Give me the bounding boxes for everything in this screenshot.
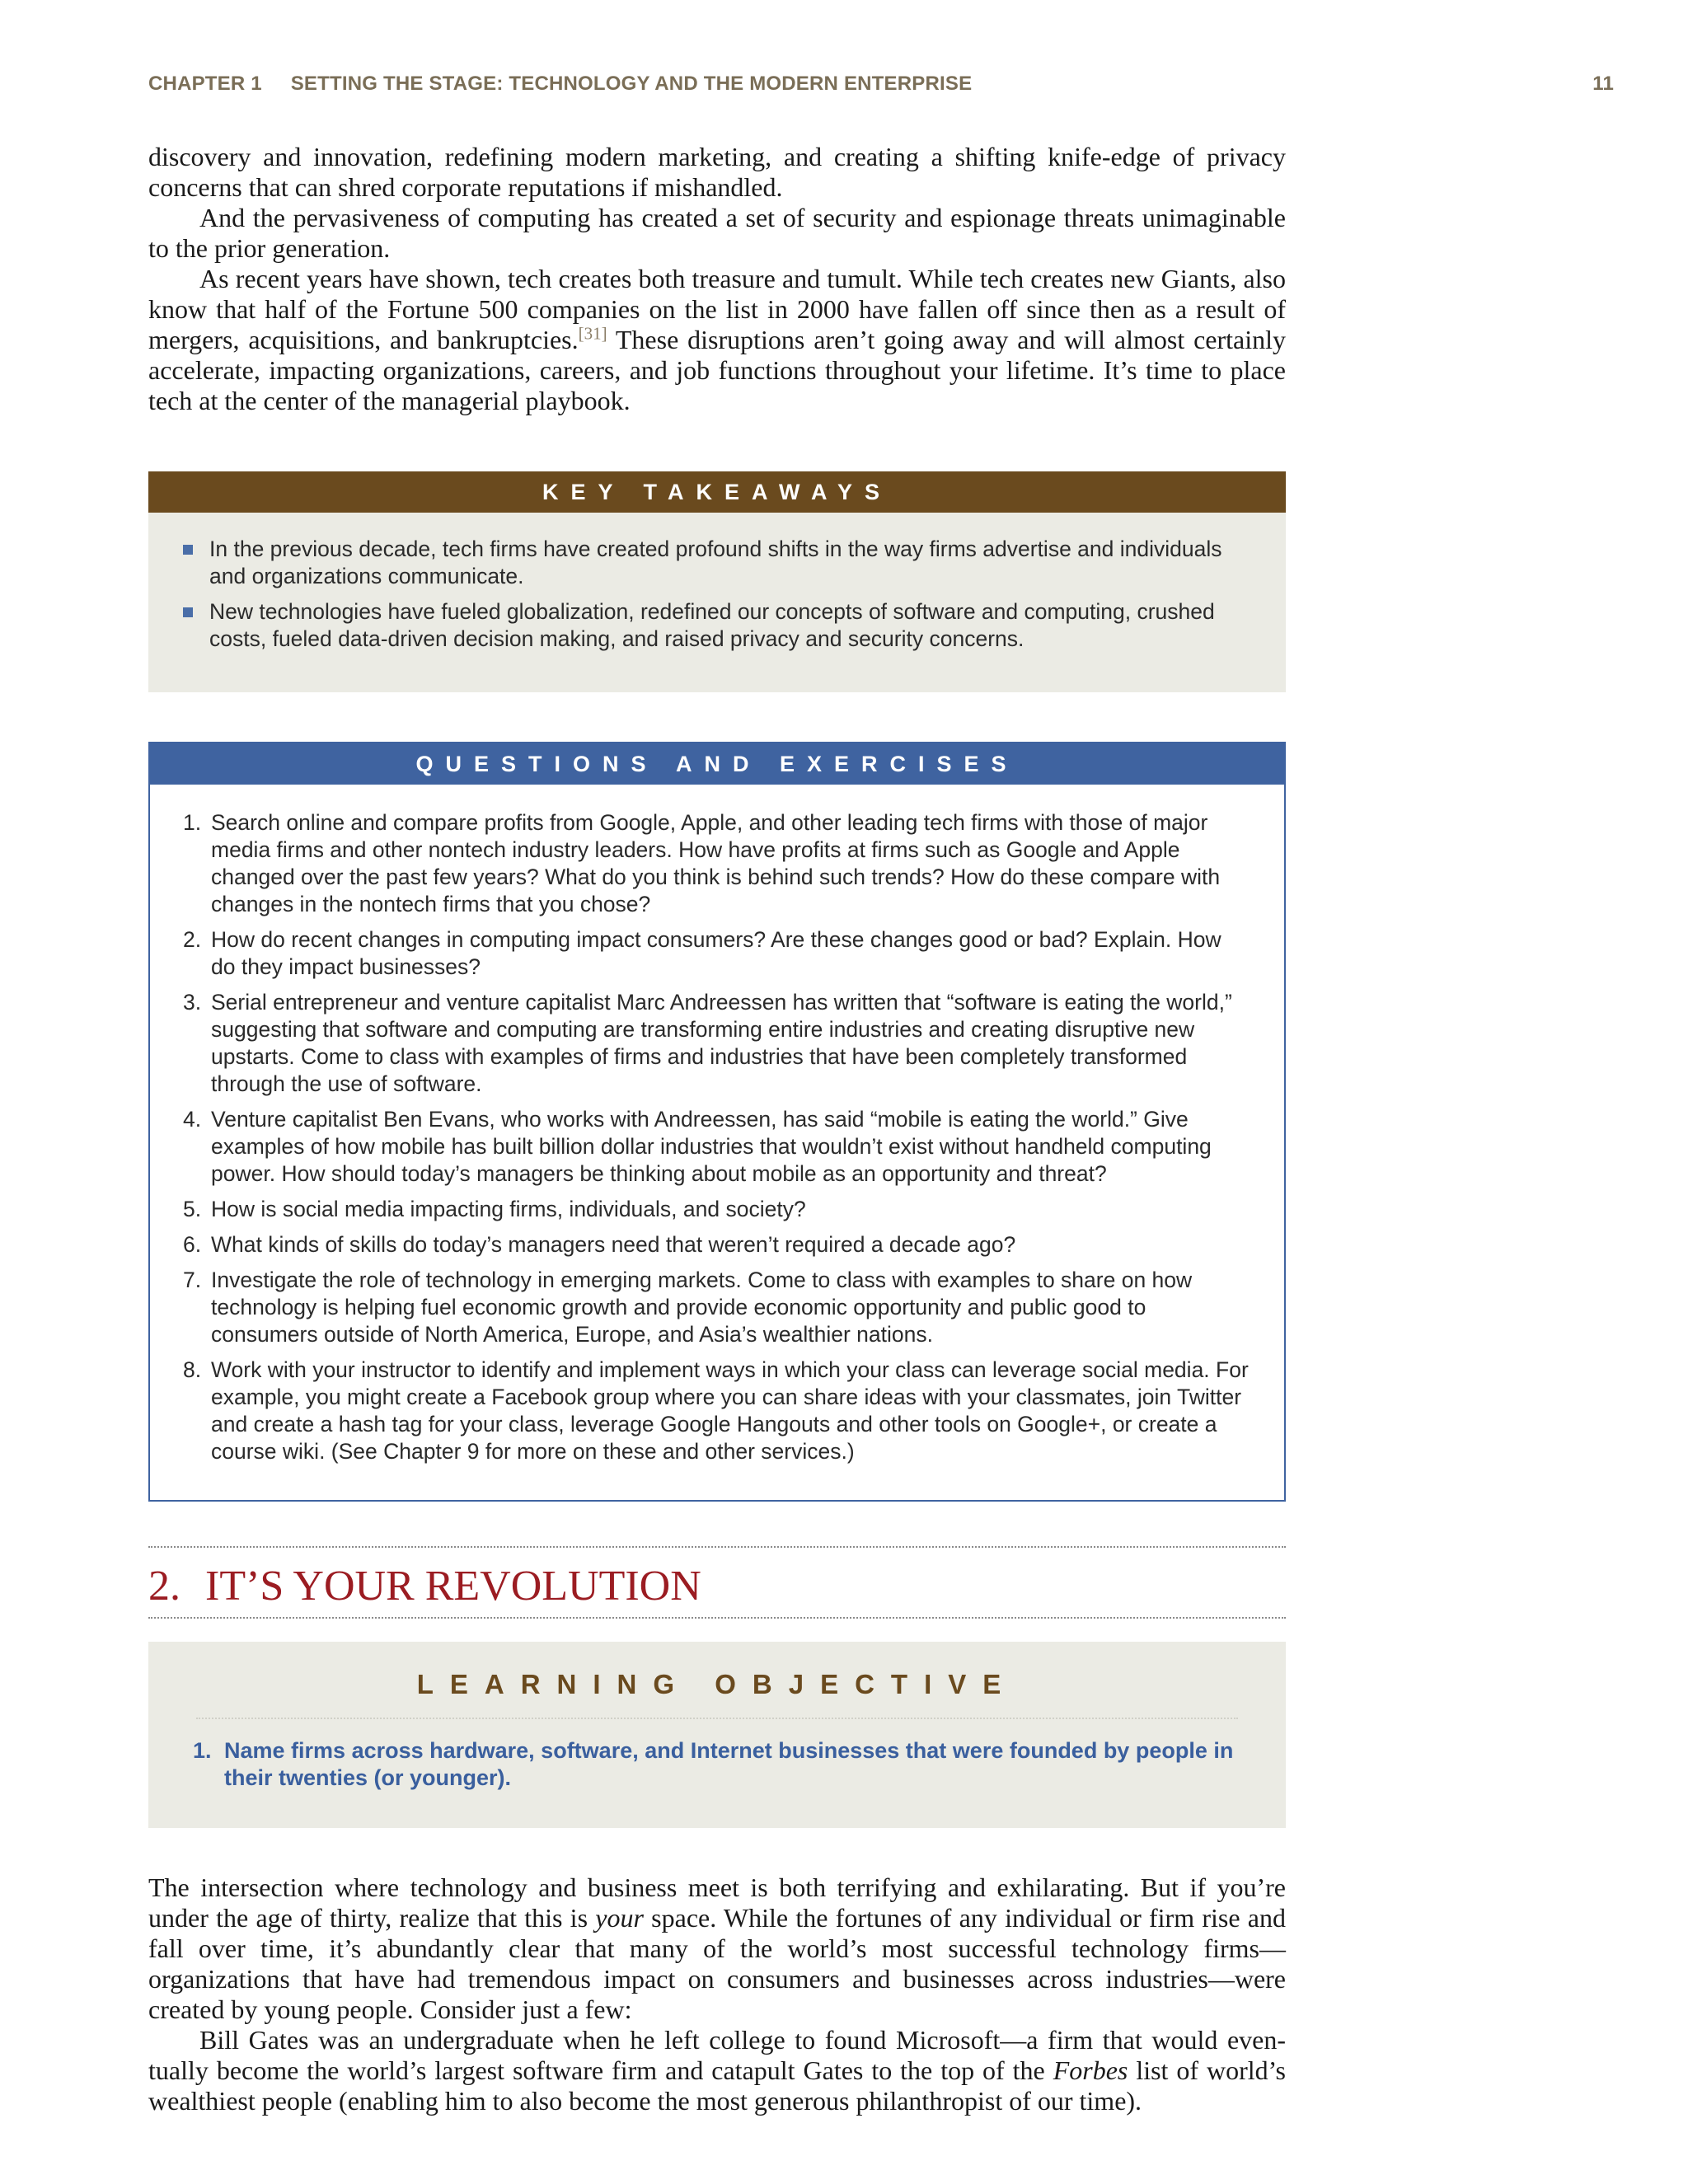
question-text: What kinds of skills do today’s managers need that weren’t required a decade ago? [211, 1232, 1016, 1257]
chapter-label: CHAPTER 1 [148, 73, 262, 95]
section-rule-top [148, 1546, 1286, 1548]
questions-exercises-box [148, 742, 1286, 1502]
intro-paragraph-1: discovery and innovation, redefining modern marketing, and creating a shifting knife-edge of privacy concerns that can shred corporate reputations if mishandled. [148, 142, 1286, 202]
objective-number: 1. [193, 1738, 212, 1763]
section-heading [148, 1558, 701, 1615]
questions-exercises-heading: QUESTIONS AND EXERCISES [150, 743, 1284, 785]
objective-text: Name firms across hardware, software, and Internet businesses that were founded by people in their twenties (or younger). [224, 1738, 1234, 1790]
question-text: Venture capitalist Ben Evans, who works with Andreessen, has said “mobile is eating the world.” Give examples of how mobile has built billion dollar industries that wouldn’t exist without handheld computing power. How should today’s managers be thinking about mobile as an opportunity and threat? [211, 1107, 1212, 1186]
body-paragraph-2 [148, 2025, 1286, 2116]
question-item [183, 809, 1251, 918]
question-text: Search online and compare profits from Google, Apple, and other leading tech firms with those of major media firms and other nontech industry leaders. How have profits at firms such as Google and Apple changed over the past few years? What do you think is behind such trends? How do these compare with changes in the nontech firms that you chose? [211, 810, 1221, 916]
question-text: How is social media impacting firms, individuals, and society? [211, 1197, 806, 1221]
question-text: Investigate the role of technology in emerging markets. Come to class with examples to share on how technology is helping fuel economic growth and provide economic opportunity and public good to consumers outside of North America, Europe, and Asia’s wealthier nations. [211, 1268, 1193, 1347]
question-number: 6. [183, 1232, 202, 1257]
intro-p3-text: As recent years have shown, tech creates both treasure and tumult. While tech creates new Giants, also know that half of the Fortune 500 companies on the list in 2000 have fallen off since then as a result of mergers, acquisitions, and bankruptcies. [148, 264, 1286, 354]
question-item [183, 1357, 1251, 1465]
footnote-ref-31[interactable]: [31] [578, 323, 607, 344]
page-number: 11 [1592, 73, 1614, 95]
section-rule-bottom [148, 1617, 1286, 1619]
questions-list [150, 785, 1284, 1465]
intro-p3-text-cont: These disruptions aren’t going away and will almost certainly accelerate, impacting organizations, careers, and job functions throughout your lifetime. It’s time to place tech at the center of the managerial playbook. [148, 325, 1286, 415]
question-text: Serial entrepreneur and venture capitalist Marc Andreessen has written that “software is eating the world,” suggesting that software and computing are transforming entire industries and creating disruptive new upstarts. Come to class with examples of firms and industries that have been completely transformed through the use of software. [211, 990, 1232, 1096]
question-item [183, 989, 1251, 1098]
body-p1-text: The intersection where technology and business meet is both terrifying and exhilarating. But if you’re under the age of thirty, realize that this is [148, 1872, 1286, 1933]
question-number: 2. [183, 927, 202, 952]
question-number: 4. [183, 1107, 202, 1132]
body-p1-text-cont: space. While the fortunes of any individual or firm rise and fall over time, it’s abundantly clear that many of the world’s most successful technology firms—organizations that have had tremendous impact on consumers and businesses across industries—were created by young people. Consider just a few: [148, 1903, 1287, 2024]
question-number: 3. [183, 990, 202, 1015]
key-takeaways-box [148, 471, 1286, 692]
body-p2-text: Bill Gates was an undergraduate when he left college to found Microsoft—a firm that would eventually become the world’s largest software firm and catapult Gates to the top of the [148, 2025, 1286, 2085]
question-number: 1. [183, 810, 202, 835]
body-p2-text-cont: list of world’s wealthiest people (enabling him to also become the most generous philanthropist of our time). [148, 2055, 1287, 2116]
learning-objective-heading: LEARNING OBJECTIVE [416, 1669, 1018, 1699]
square-bullet-icon [183, 607, 193, 617]
running-head [148, 73, 1614, 96]
chapter-title: SETTING THE STAGE: TECHNOLOGY AND THE MODERN ENTERPRISE [290, 73, 973, 95]
body-text [148, 1872, 1286, 2116]
body-p1-emphasis: your [595, 1903, 644, 1933]
square-bullet-icon [183, 545, 193, 555]
question-item [183, 1231, 1251, 1258]
question-item [183, 1267, 1251, 1348]
objective-item [193, 1737, 1236, 1792]
question-text: Work with your instructor to identify and implement ways in which your class can leverage social media. For example, you might create a Facebook group where you can share ideas with your classmates, join Twitter and create a hash tag for your class, leverage Google Hangouts and other tools on Google+, or create a course wiki. (See Chapter 9 for more on these and other services.) [211, 1357, 1249, 1464]
learning-objective-list [148, 1719, 1286, 1792]
question-number: 7. [183, 1268, 202, 1292]
intro-paragraph-2: And the pervasiveness of computing has created a set of security and espionage threats unimaginable to the prior generation. [148, 203, 1286, 263]
takeaway-item [209, 598, 1250, 653]
key-takeaways-list [148, 513, 1286, 653]
question-item [183, 1106, 1251, 1188]
question-number: 8. [183, 1357, 202, 1382]
body-paragraph-1 [148, 1872, 1286, 2025]
takeaway-text: New technologies have fueled globalization, redefined our concepts of software and computing, crushed costs, fueled data-driven decision making, and raised privacy and security concerns. [209, 599, 1215, 651]
question-item [183, 926, 1251, 981]
intro-paragraph-3 [148, 264, 1286, 416]
learning-objective-box [148, 1642, 1286, 1828]
section-number: 2. [148, 1563, 181, 1610]
key-takeaways-heading: KEY TAKEAWAYS [148, 471, 1286, 513]
takeaway-text: In the previous decade, tech firms have created profound shifts in the way firms advertise and individuals and organizations communicate. [209, 537, 1222, 588]
intro-text [148, 142, 1286, 416]
question-number: 5. [183, 1197, 202, 1221]
question-text: How do recent changes in computing impact consumers? Are these changes good or bad? Explain. How do they impact businesses? [211, 927, 1221, 979]
question-item [183, 1196, 1251, 1223]
section-title-text: IT’S YOUR REVOLUTION [205, 1563, 701, 1610]
body-p2-emphasis: Forbes [1053, 2055, 1128, 2085]
takeaway-item [209, 536, 1250, 590]
